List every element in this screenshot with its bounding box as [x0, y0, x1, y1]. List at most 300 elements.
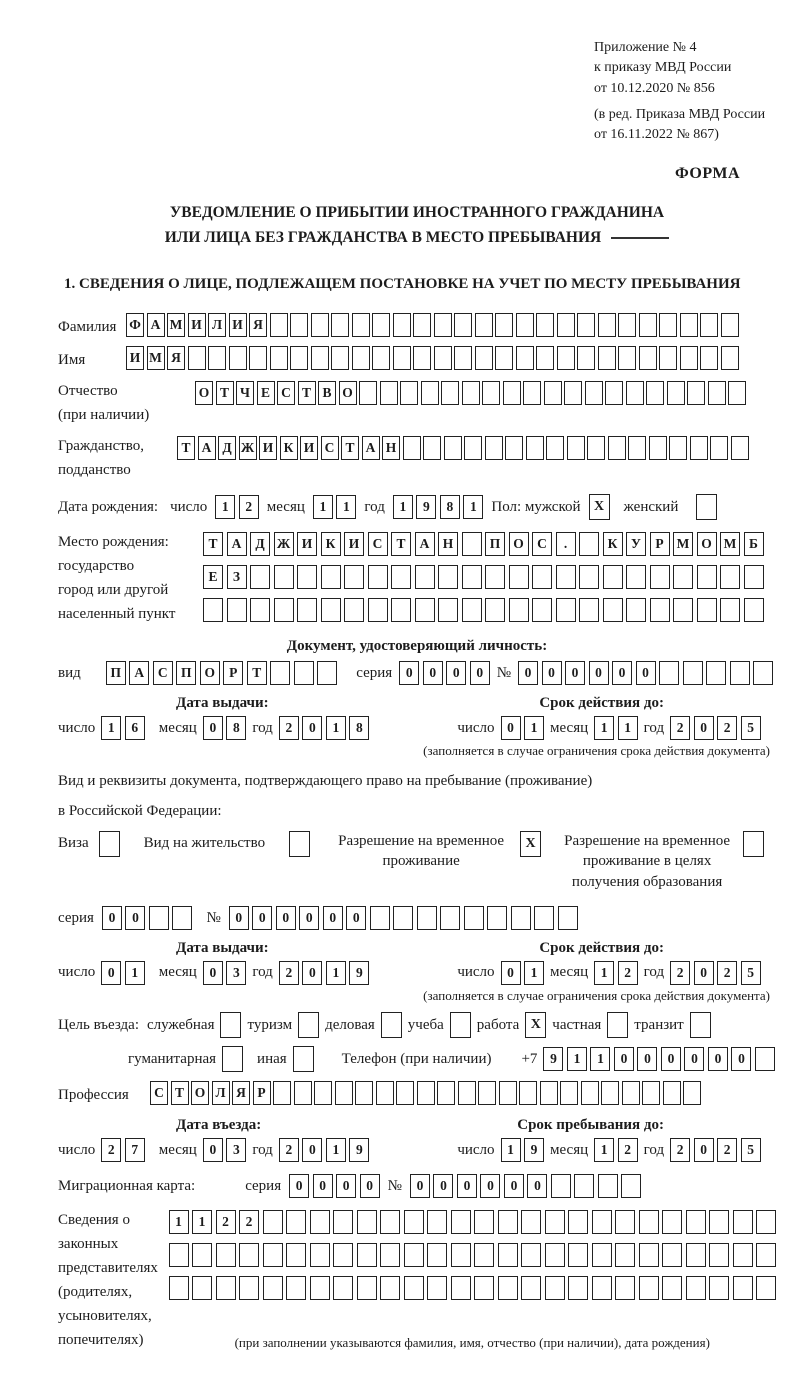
char-cell[interactable]: И [188, 313, 206, 337]
temp-permit-checkbox[interactable]: X [520, 831, 541, 857]
char-cell[interactable] [368, 565, 388, 589]
char-cell[interactable] [521, 1210, 541, 1234]
char-cell[interactable]: 0 [360, 1174, 380, 1198]
char-cell[interactable] [321, 598, 341, 622]
char-cell[interactable]: 1 [594, 961, 614, 985]
char-cell[interactable] [475, 313, 493, 337]
char-cell[interactable]: Б [744, 532, 764, 556]
char-cell[interactable] [169, 1276, 189, 1300]
char-cell[interactable] [344, 598, 364, 622]
char-cell[interactable]: П [485, 532, 505, 556]
char-cell[interactable] [451, 1276, 471, 1300]
char-cell[interactable] [393, 906, 413, 930]
char-cell[interactable] [509, 598, 529, 622]
char-cell[interactable] [149, 906, 169, 930]
char-cell[interactable] [454, 313, 472, 337]
char-cell[interactable]: А [198, 436, 216, 460]
char-cell[interactable] [618, 313, 636, 337]
char-cell[interactable] [393, 313, 411, 337]
char-cell[interactable] [560, 1081, 578, 1105]
char-cell[interactable] [521, 1276, 541, 1300]
char-cell[interactable]: 2 [717, 961, 737, 985]
char-cell[interactable] [474, 1276, 494, 1300]
char-cell[interactable]: 1 [524, 716, 544, 740]
char-cell[interactable]: Т [247, 661, 267, 685]
char-cell[interactable] [286, 1276, 306, 1300]
char-cell[interactable]: 0 [501, 716, 521, 740]
char-cell[interactable] [669, 436, 687, 460]
char-cell[interactable] [333, 1276, 353, 1300]
char-cell[interactable]: Д [218, 436, 236, 460]
char-cell[interactable] [667, 381, 685, 405]
char-cell[interactable] [498, 1210, 518, 1234]
char-cell[interactable]: 5 [741, 1138, 761, 1162]
char-cell[interactable] [532, 598, 552, 622]
char-cell[interactable]: 1 [192, 1210, 212, 1234]
char-cell[interactable] [478, 1081, 496, 1105]
char-cell[interactable]: К [280, 436, 298, 460]
char-cell[interactable]: 0 [614, 1047, 634, 1071]
char-cell[interactable]: 0 [125, 906, 145, 930]
char-cell[interactable] [495, 346, 513, 370]
char-cell[interactable] [545, 1276, 565, 1300]
char-cell[interactable] [192, 1276, 212, 1300]
char-cell[interactable]: 2 [279, 1138, 299, 1162]
char-cell[interactable] [423, 436, 441, 460]
char-cell[interactable] [297, 598, 317, 622]
visa-checkbox[interactable] [99, 831, 120, 857]
char-cell[interactable] [540, 1081, 558, 1105]
char-cell[interactable] [311, 313, 329, 337]
char-cell[interactable]: М [167, 313, 185, 337]
char-cell[interactable] [608, 436, 626, 460]
char-cell[interactable] [188, 346, 206, 370]
char-cell[interactable]: 7 [125, 1138, 145, 1162]
char-cell[interactable]: 9 [416, 495, 436, 519]
char-cell[interactable]: К [321, 532, 341, 556]
char-cell[interactable] [700, 346, 718, 370]
char-cell[interactable]: И [344, 532, 364, 556]
char-cell[interactable]: 1 [594, 1138, 614, 1162]
char-cell[interactable] [756, 1243, 776, 1267]
char-cell[interactable] [592, 1243, 612, 1267]
char-cell[interactable] [521, 1243, 541, 1267]
char-cell[interactable]: 0 [518, 661, 538, 685]
char-cell[interactable]: 0 [203, 1138, 223, 1162]
char-cell[interactable] [462, 381, 480, 405]
char-cell[interactable]: А [227, 532, 247, 556]
char-cell[interactable] [545, 1243, 565, 1267]
char-cell[interactable] [270, 346, 288, 370]
char-cell[interactable] [474, 1243, 494, 1267]
char-cell[interactable] [697, 565, 717, 589]
char-cell[interactable] [709, 1243, 729, 1267]
char-cell[interactable] [310, 1210, 330, 1234]
char-cell[interactable] [310, 1243, 330, 1267]
char-cell[interactable]: С [532, 532, 552, 556]
char-cell[interactable] [273, 1081, 291, 1105]
char-cell[interactable] [557, 346, 575, 370]
char-cell[interactable] [464, 436, 482, 460]
char-cell[interactable] [344, 565, 364, 589]
char-cell[interactable] [317, 661, 337, 685]
purpose-business-checkbox[interactable] [220, 1012, 241, 1038]
char-cell[interactable]: П [106, 661, 126, 685]
char-cell[interactable] [509, 565, 529, 589]
char-cell[interactable]: М [720, 532, 740, 556]
char-cell[interactable] [577, 346, 595, 370]
char-cell[interactable] [733, 1276, 753, 1300]
char-cell[interactable] [516, 313, 534, 337]
char-cell[interactable] [568, 1243, 588, 1267]
char-cell[interactable] [462, 565, 482, 589]
char-cell[interactable]: Л [212, 1081, 230, 1105]
char-cell[interactable] [662, 1276, 682, 1300]
char-cell[interactable] [592, 1210, 612, 1234]
char-cell[interactable]: Е [257, 381, 275, 405]
char-cell[interactable]: О [509, 532, 529, 556]
char-cell[interactable] [192, 1243, 212, 1267]
purpose-transit-checkbox[interactable] [690, 1012, 711, 1038]
char-cell[interactable] [753, 661, 773, 685]
char-cell[interactable]: 1 [326, 961, 346, 985]
char-cell[interactable] [290, 346, 308, 370]
char-cell[interactable] [458, 1081, 476, 1105]
char-cell[interactable] [438, 598, 458, 622]
char-cell[interactable]: А [415, 532, 435, 556]
char-cell[interactable] [721, 313, 739, 337]
char-cell[interactable]: О [697, 532, 717, 556]
char-cell[interactable] [686, 1243, 706, 1267]
char-cell[interactable] [605, 381, 623, 405]
char-cell[interactable] [357, 1243, 377, 1267]
char-cell[interactable] [333, 1243, 353, 1267]
char-cell[interactable]: 0 [708, 1047, 728, 1071]
char-cell[interactable] [464, 906, 484, 930]
char-cell[interactable] [556, 598, 576, 622]
char-cell[interactable] [650, 598, 670, 622]
char-cell[interactable]: Ж [239, 436, 257, 460]
char-cell[interactable]: З [227, 565, 247, 589]
char-cell[interactable] [495, 313, 513, 337]
char-cell[interactable]: М [147, 346, 165, 370]
char-cell[interactable] [650, 565, 670, 589]
char-cell[interactable] [585, 381, 603, 405]
char-cell[interactable] [434, 313, 452, 337]
char-cell[interactable] [359, 381, 377, 405]
char-cell[interactable] [564, 381, 582, 405]
char-cell[interactable] [203, 598, 223, 622]
char-cell[interactable] [270, 313, 288, 337]
char-cell[interactable] [454, 346, 472, 370]
char-cell[interactable] [404, 1276, 424, 1300]
char-cell[interactable] [169, 1243, 189, 1267]
char-cell[interactable]: 1 [326, 716, 346, 740]
char-cell[interactable]: 2 [279, 716, 299, 740]
char-cell[interactable] [663, 1081, 681, 1105]
char-cell[interactable] [579, 598, 599, 622]
char-cell[interactable] [499, 1081, 517, 1105]
temp-permit-edu-checkbox[interactable] [743, 831, 764, 857]
char-cell[interactable]: 2 [101, 1138, 121, 1162]
char-cell[interactable] [427, 1210, 447, 1234]
char-cell[interactable] [700, 313, 718, 337]
char-cell[interactable] [639, 1210, 659, 1234]
char-cell[interactable]: 0 [302, 1138, 322, 1162]
char-cell[interactable]: М [673, 532, 693, 556]
char-cell[interactable] [249, 346, 267, 370]
purpose-humanitarian-checkbox[interactable] [222, 1046, 243, 1072]
char-cell[interactable] [239, 1243, 259, 1267]
char-cell[interactable] [331, 346, 349, 370]
char-cell[interactable]: К [603, 532, 623, 556]
char-cell[interactable]: 0 [346, 906, 366, 930]
char-cell[interactable] [415, 598, 435, 622]
char-cell[interactable] [680, 346, 698, 370]
char-cell[interactable]: 0 [694, 716, 714, 740]
char-cell[interactable]: 1 [326, 1138, 346, 1162]
char-cell[interactable]: 2 [618, 961, 638, 985]
char-cell[interactable]: Я [167, 346, 185, 370]
char-cell[interactable] [697, 598, 717, 622]
char-cell[interactable] [286, 1210, 306, 1234]
char-cell[interactable] [290, 313, 308, 337]
char-cell[interactable]: О [191, 1081, 209, 1105]
char-cell[interactable] [556, 565, 576, 589]
char-cell[interactable]: 6 [125, 716, 145, 740]
char-cell[interactable]: 0 [527, 1174, 547, 1198]
char-cell[interactable] [642, 1081, 660, 1105]
char-cell[interactable] [391, 565, 411, 589]
char-cell[interactable] [744, 565, 764, 589]
char-cell[interactable] [396, 1081, 414, 1105]
char-cell[interactable]: 0 [612, 661, 632, 685]
char-cell[interactable]: 9 [524, 1138, 544, 1162]
char-cell[interactable] [568, 1210, 588, 1234]
char-cell[interactable]: 5 [741, 716, 761, 740]
char-cell[interactable] [274, 565, 294, 589]
char-cell[interactable]: 2 [239, 1210, 259, 1234]
char-cell[interactable] [662, 1243, 682, 1267]
char-cell[interactable]: А [129, 661, 149, 685]
char-cell[interactable] [263, 1276, 283, 1300]
char-cell[interactable] [372, 313, 390, 337]
char-cell[interactable] [333, 1210, 353, 1234]
char-cell[interactable]: 0 [446, 661, 466, 685]
char-cell[interactable] [335, 1081, 353, 1105]
char-cell[interactable] [440, 906, 460, 930]
purpose-tourism-checkbox[interactable] [298, 1012, 319, 1038]
char-cell[interactable]: И [229, 313, 247, 337]
char-cell[interactable]: 2 [279, 961, 299, 985]
char-cell[interactable]: С [368, 532, 388, 556]
char-cell[interactable]: 1 [463, 495, 483, 519]
char-cell[interactable] [639, 1243, 659, 1267]
char-cell[interactable] [311, 346, 329, 370]
char-cell[interactable] [250, 565, 270, 589]
char-cell[interactable] [603, 598, 623, 622]
char-cell[interactable] [577, 313, 595, 337]
char-cell[interactable]: 0 [203, 961, 223, 985]
char-cell[interactable]: Я [249, 313, 267, 337]
char-cell[interactable]: 9 [543, 1047, 563, 1071]
char-cell[interactable]: . [556, 532, 576, 556]
char-cell[interactable] [621, 1174, 641, 1198]
char-cell[interactable]: Е [203, 565, 223, 589]
char-cell[interactable] [441, 381, 459, 405]
char-cell[interactable] [756, 1210, 776, 1234]
char-cell[interactable]: Л [208, 313, 226, 337]
char-cell[interactable] [370, 906, 390, 930]
char-cell[interactable] [421, 381, 439, 405]
char-cell[interactable] [208, 346, 226, 370]
char-cell[interactable]: 0 [229, 906, 249, 930]
char-cell[interactable] [728, 381, 746, 405]
char-cell[interactable]: 0 [302, 716, 322, 740]
char-cell[interactable] [229, 346, 247, 370]
char-cell[interactable] [487, 906, 507, 930]
char-cell[interactable]: Ж [274, 532, 294, 556]
char-cell[interactable] [686, 1276, 706, 1300]
char-cell[interactable] [673, 598, 693, 622]
char-cell[interactable] [451, 1243, 471, 1267]
char-cell[interactable]: 2 [717, 716, 737, 740]
char-cell[interactable] [294, 661, 314, 685]
char-cell[interactable] [615, 1276, 635, 1300]
char-cell[interactable] [639, 346, 657, 370]
char-cell[interactable]: 0 [289, 1174, 309, 1198]
char-cell[interactable]: 0 [276, 906, 296, 930]
char-cell[interactable] [523, 381, 541, 405]
char-cell[interactable] [413, 313, 431, 337]
char-cell[interactable]: И [300, 436, 318, 460]
char-cell[interactable]: О [195, 381, 213, 405]
purpose-work-checkbox[interactable]: X [525, 1012, 546, 1038]
char-cell[interactable]: А [362, 436, 380, 460]
char-cell[interactable]: С [150, 1081, 168, 1105]
char-cell[interactable] [567, 436, 585, 460]
char-cell[interactable] [498, 1276, 518, 1300]
char-cell[interactable]: 0 [203, 716, 223, 740]
char-cell[interactable] [536, 346, 554, 370]
char-cell[interactable] [404, 1210, 424, 1234]
char-cell[interactable]: 0 [661, 1047, 681, 1071]
char-cell[interactable] [598, 1174, 618, 1198]
char-cell[interactable]: 2 [670, 1138, 690, 1162]
char-cell[interactable] [579, 565, 599, 589]
char-cell[interactable] [355, 1081, 373, 1105]
char-cell[interactable] [710, 436, 728, 460]
char-cell[interactable]: 0 [589, 661, 609, 685]
char-cell[interactable] [297, 565, 317, 589]
char-cell[interactable] [709, 1210, 729, 1234]
char-cell[interactable]: 1 [169, 1210, 189, 1234]
char-cell[interactable]: И [126, 346, 144, 370]
char-cell[interactable] [574, 1174, 594, 1198]
char-cell[interactable]: Т [298, 381, 316, 405]
char-cell[interactable]: 5 [741, 961, 761, 985]
char-cell[interactable] [352, 346, 370, 370]
char-cell[interactable]: 1 [501, 1138, 521, 1162]
char-cell[interactable] [503, 381, 521, 405]
char-cell[interactable]: 8 [440, 495, 460, 519]
char-cell[interactable] [274, 598, 294, 622]
char-cell[interactable]: 0 [299, 906, 319, 930]
char-cell[interactable] [544, 381, 562, 405]
char-cell[interactable] [393, 346, 411, 370]
char-cell[interactable]: Н [382, 436, 400, 460]
char-cell[interactable] [331, 313, 349, 337]
char-cell[interactable]: 9 [349, 961, 369, 985]
char-cell[interactable] [526, 436, 544, 460]
char-cell[interactable]: Р [223, 661, 243, 685]
char-cell[interactable] [485, 436, 503, 460]
char-cell[interactable]: 0 [504, 1174, 524, 1198]
char-cell[interactable] [415, 565, 435, 589]
char-cell[interactable] [649, 436, 667, 460]
char-cell[interactable]: Т [171, 1081, 189, 1105]
char-cell[interactable]: Н [438, 532, 458, 556]
char-cell[interactable]: 1 [590, 1047, 610, 1071]
char-cell[interactable] [294, 1081, 312, 1105]
char-cell[interactable] [462, 532, 482, 556]
char-cell[interactable] [579, 532, 599, 556]
char-cell[interactable]: 1 [594, 716, 614, 740]
char-cell[interactable] [646, 381, 664, 405]
char-cell[interactable]: 0 [433, 1174, 453, 1198]
char-cell[interactable]: Ч [236, 381, 254, 405]
char-cell[interactable] [626, 381, 644, 405]
char-cell[interactable] [639, 313, 657, 337]
char-cell[interactable] [587, 436, 605, 460]
char-cell[interactable] [603, 565, 623, 589]
char-cell[interactable] [263, 1243, 283, 1267]
purpose-study-checkbox[interactable] [450, 1012, 471, 1038]
char-cell[interactable] [438, 565, 458, 589]
char-cell[interactable] [417, 906, 437, 930]
char-cell[interactable] [451, 1210, 471, 1234]
char-cell[interactable] [720, 598, 740, 622]
char-cell[interactable] [721, 346, 739, 370]
char-cell[interactable] [380, 1243, 400, 1267]
char-cell[interactable] [485, 598, 505, 622]
char-cell[interactable] [733, 1210, 753, 1234]
char-cell[interactable] [598, 346, 616, 370]
char-cell[interactable] [474, 1210, 494, 1234]
char-cell[interactable]: 0 [423, 661, 443, 685]
char-cell[interactable] [687, 381, 705, 405]
char-cell[interactable] [437, 1081, 455, 1105]
char-cell[interactable]: 0 [637, 1047, 657, 1071]
char-cell[interactable]: 0 [252, 906, 272, 930]
char-cell[interactable] [286, 1243, 306, 1267]
char-cell[interactable]: 0 [457, 1174, 477, 1198]
char-cell[interactable] [400, 381, 418, 405]
char-cell[interactable] [404, 1243, 424, 1267]
char-cell[interactable] [376, 1081, 394, 1105]
char-cell[interactable] [372, 346, 390, 370]
char-cell[interactable] [673, 565, 693, 589]
char-cell[interactable] [216, 1243, 236, 1267]
residence-permit-checkbox[interactable] [289, 831, 310, 857]
char-cell[interactable] [755, 1047, 775, 1071]
char-cell[interactable]: 0 [336, 1174, 356, 1198]
char-cell[interactable] [380, 1276, 400, 1300]
char-cell[interactable] [558, 906, 578, 930]
char-cell[interactable]: 2 [670, 716, 690, 740]
char-cell[interactable] [482, 381, 500, 405]
char-cell[interactable] [314, 1081, 332, 1105]
